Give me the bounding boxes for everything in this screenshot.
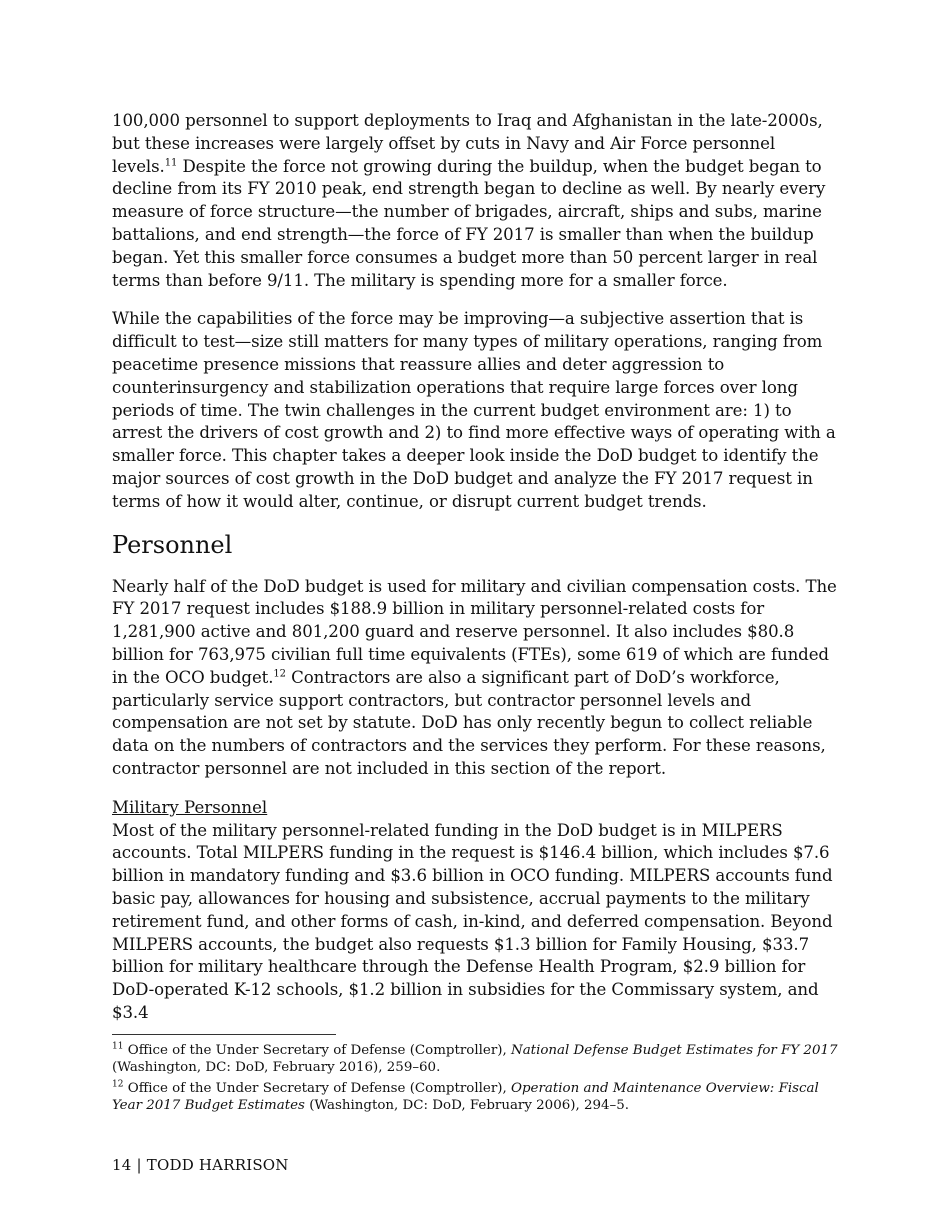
footnote-number: 11 bbox=[112, 1041, 124, 1052]
paragraph-capabilities: While the capabilities of the force may be improving—a subjective assertion that is difficult to test—size still matters for many types of military operations, ranging from peacetime presence missions that reassure allies and deter aggression to counterinsurgency and stabilization operations that require large forces over long periods of time. The twin challenges in the current budget environment are: 1) to arrest the drivers of cost growth and 2) to find more effective ways of operating with a smaller force. This chapter takes a deeper look inside the DoD budget to identify the major sources of cost growth in the DoD budget and analyze the FY 2017 request in terms of how it would alter, continue, or disrupt current budget trends. bbox=[112, 309, 836, 511]
footnote-text-post: (Washington, DC: DoD, February 2006), 294–5. bbox=[309, 1098, 629, 1113]
page-number: 14 bbox=[112, 1156, 132, 1174]
footnote-ref-12[interactable]: 12 bbox=[273, 668, 286, 680]
footnote-text-post: (Washington, DC: DoD, February 2016), 259–60. bbox=[112, 1060, 441, 1075]
paragraph-personnel-continued: Contractors are also a significant part of DoD’s workforce, particularly service support contractors, but contractor personnel levels and compensation are not set by statute. DoD has only recently begun to collect reliable data on the numbers of contractors and the services they perform. For these reasons, contractor personnel are not included in this section of the report. bbox=[112, 667, 826, 778]
document-body bbox=[112, 110, 840, 1025]
footnote-12 bbox=[112, 1080, 840, 1114]
footer-separator: | bbox=[136, 1156, 142, 1174]
paragraph-intro bbox=[112, 110, 840, 292]
footnote-text: Office of the Under Secretary of Defense (Comptroller), bbox=[127, 1081, 507, 1096]
paragraph-intro-text: 100,000 personnel to support deployments to Iraq and Afghanistan in the late-2000s, but these increases were largely offset by cuts in Navy and Air Force personnel levels. bbox=[112, 111, 823, 176]
page-footer bbox=[112, 1155, 289, 1175]
paragraph-intro-continued: Despite the force not growing during the buildup, when the budget began to decline from its FY 2010 peak, end strength began to decline as well. By nearly every measure of force structure—the number of brigades, aircraft, ships and subs, marine battalions, and end strength—the force of FY 2017 is smaller than when the buildup began. Yet this smaller force consumes a budget more than 50 percent larger in real terms than before 9/11. The military is spending more for a smaller force. bbox=[112, 156, 826, 290]
footnote-11 bbox=[112, 1042, 840, 1076]
subheading-military-personnel: Military Personnel bbox=[112, 797, 268, 817]
footnotes bbox=[112, 1034, 840, 1118]
footnote-divider bbox=[112, 1034, 336, 1035]
footer-author: TODD HARRISON bbox=[146, 1156, 289, 1174]
paragraph-personnel bbox=[112, 576, 840, 781]
footnote-number: 12 bbox=[112, 1079, 124, 1090]
paragraph-military-personnel: Most of the military personnel-related funding in the DoD budget is in MILPERS accounts. Total MILPERS funding in the request is $146.4 billion, which includes $7.6 billion in mandatory funding and $3.6 billion in OCO funding. MILPERS accounts fund basic pay, allowances for housing and subsistence, accrual payments to the military retirement fund, and other forms of cash, in-kind, and deferred compensation. Beyond MILPERS accounts, the budget also requests $1.3 billion for Family Housing, $33.7 billion for military healthcare through the Defense Health Program, $2.9 billion for DoD-operated K-12 schools, $1.2 billion in subsidies for the Commissary system, and $3.4 bbox=[112, 820, 833, 1022]
section-heading-personnel: Personnel bbox=[112, 530, 233, 559]
footnote-text: Office of the Under Secretary of Defense (Comptroller), bbox=[127, 1043, 507, 1058]
footnote-ref-11[interactable]: 11 bbox=[164, 157, 178, 169]
footnote-title: National Defense Budget Estimates for FY 2017 bbox=[510, 1043, 838, 1058]
paragraph-personnel-text: Nearly half of the DoD budget is used for military and civilian compensation costs. The FY 2017 request includes $188.9 billion in military personnel-related costs for 1,281,900 active and 801,200 guard and reserve personnel. It also includes $80.8 billion for 763,975 civilian full time equivalents (FTEs), some 619 of which are funded in the OCO budget. bbox=[112, 576, 837, 687]
footnote-title: Operation and Maintenance Overview: Fiscal Year 2017 Budget Estimates bbox=[112, 1081, 819, 1113]
